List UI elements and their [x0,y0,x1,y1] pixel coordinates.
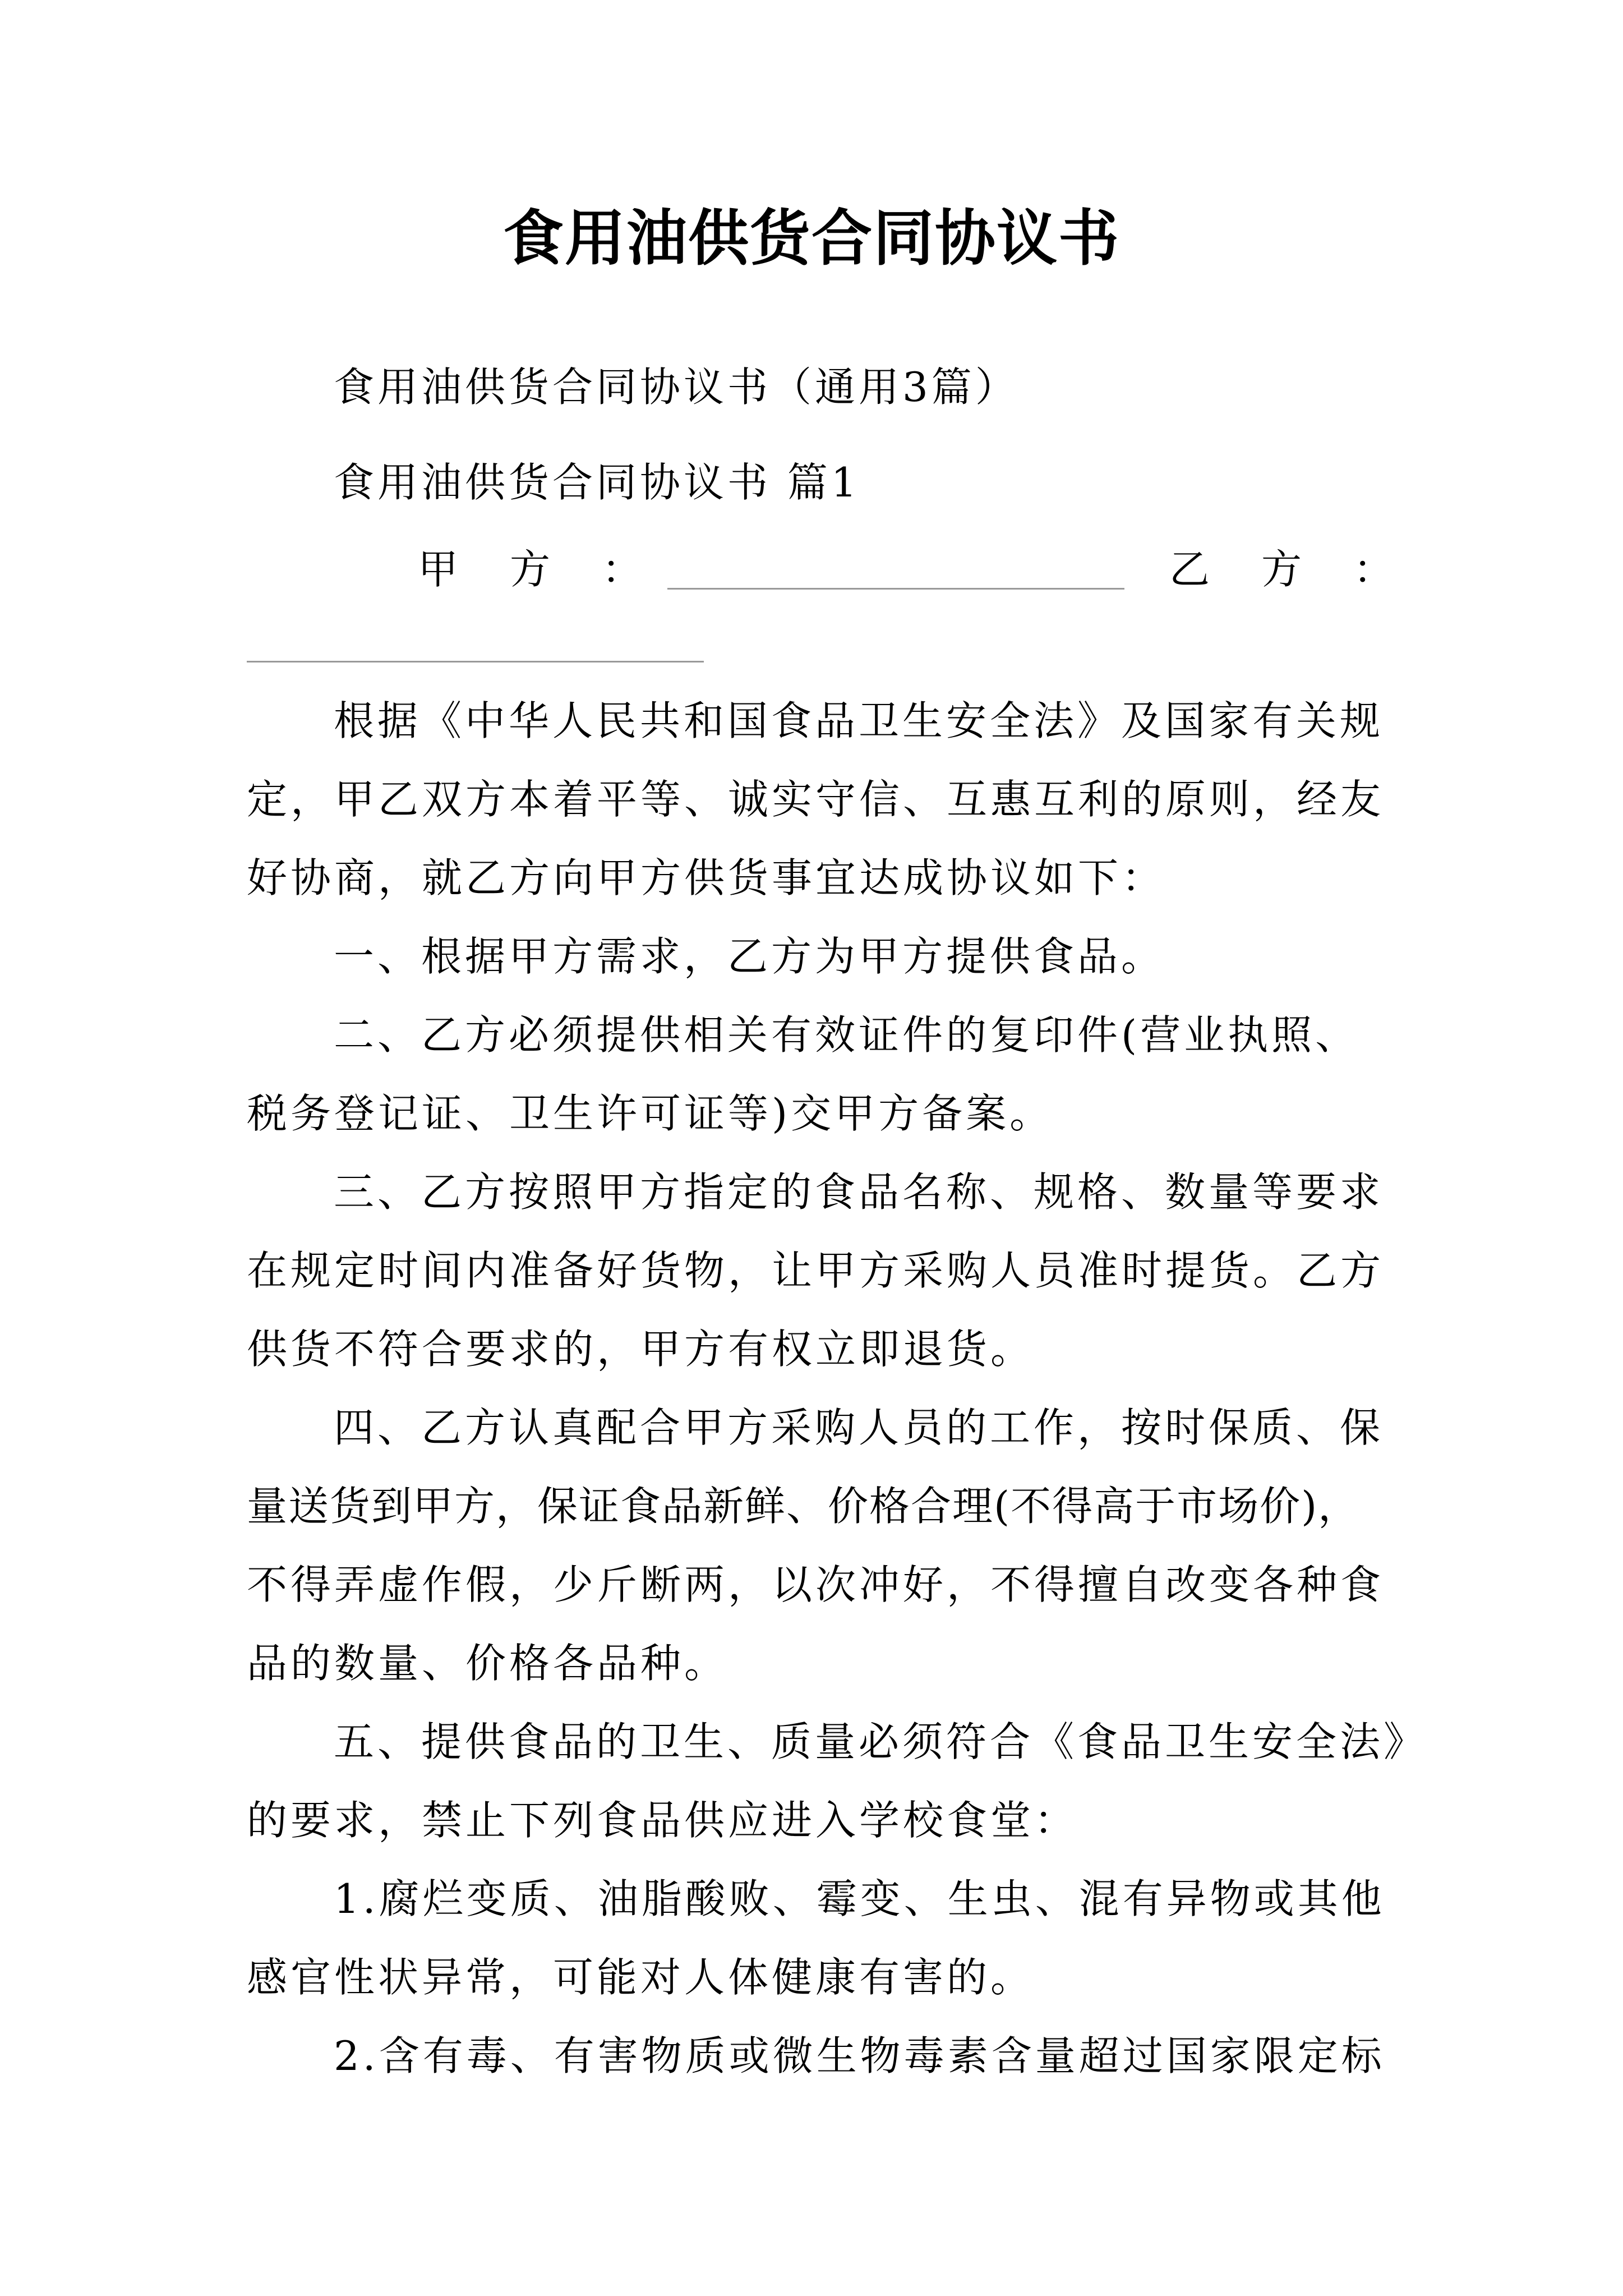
body-line: 量送货到甲方，保证食品新鲜、价格合理(不得高于市场价)， [247,1483,1360,1530]
body-line: 2.含有毒、有害物质或微生物毒素含量超过国家限定标 [334,2032,1385,2079]
body-line: 的要求，禁止下列食品供应进入学校食堂： [247,1797,1078,1844]
section-heading: 食用油供货合同协议书 篇1 [334,459,860,506]
body-line: 一、根据甲方需求，乙方为甲方提供食品。 [334,933,1165,980]
document-title: 食用油供货合同协议书 [502,203,1120,274]
party-a-label: 甲 方 ： [418,546,648,593]
document-subtitle: 食用油供货合同协议书（通用3篇） [334,364,1019,411]
party-b-label: 乙 方 ： [1169,546,1400,593]
body-line: 不得弄虚作假，少斤断两，以次冲好，不得擅自改变各种食 [247,1561,1385,1608]
body-line: 在规定时间内准备好货物，让甲方采购人员准时提货。乙方 [247,1247,1385,1294]
body-line: 定，甲乙双方本着平等、诚实守信、互惠互利的原则，经友 [247,776,1385,823]
body-line: 供货不符合要求的，甲方有权立即退货。 [247,1326,1035,1373]
body-line: 根据《中华人民共和国食品卫生安全法》及国家有关规 [334,697,1384,744]
body-line: 三、乙方按照甲方指定的食品名称、规格、数量等要求 [334,1168,1384,1216]
body-line: 五、提供食品的卫生、质量必须符合《食品卫生安全法》 [334,1718,1428,1765]
body-line: 1.腐烂变质、油脂酸败、霉变、生虫、混有异物或其他 [334,1875,1385,1922]
body-line: 四、乙方认真配合甲方采购人员的工作，按时保质、保 [334,1404,1384,1451]
body-line: 感官性状异常，可能对人体健康有害的。 [247,1954,1035,2001]
party-a-blank [667,588,1124,590]
party-b-blank [247,661,704,662]
body-line: 二、乙方必须提供相关有效证件的复印件(营业执照、 [334,1011,1359,1059]
body-line: 好协商，就乙方向甲方供货事宜达成协议如下： [247,854,1166,901]
body-line: 税务登记证、卫生许可证等)交甲方备案。 [247,1090,1054,1137]
body-line: 品的数量、价格各品种。 [247,1640,728,1687]
